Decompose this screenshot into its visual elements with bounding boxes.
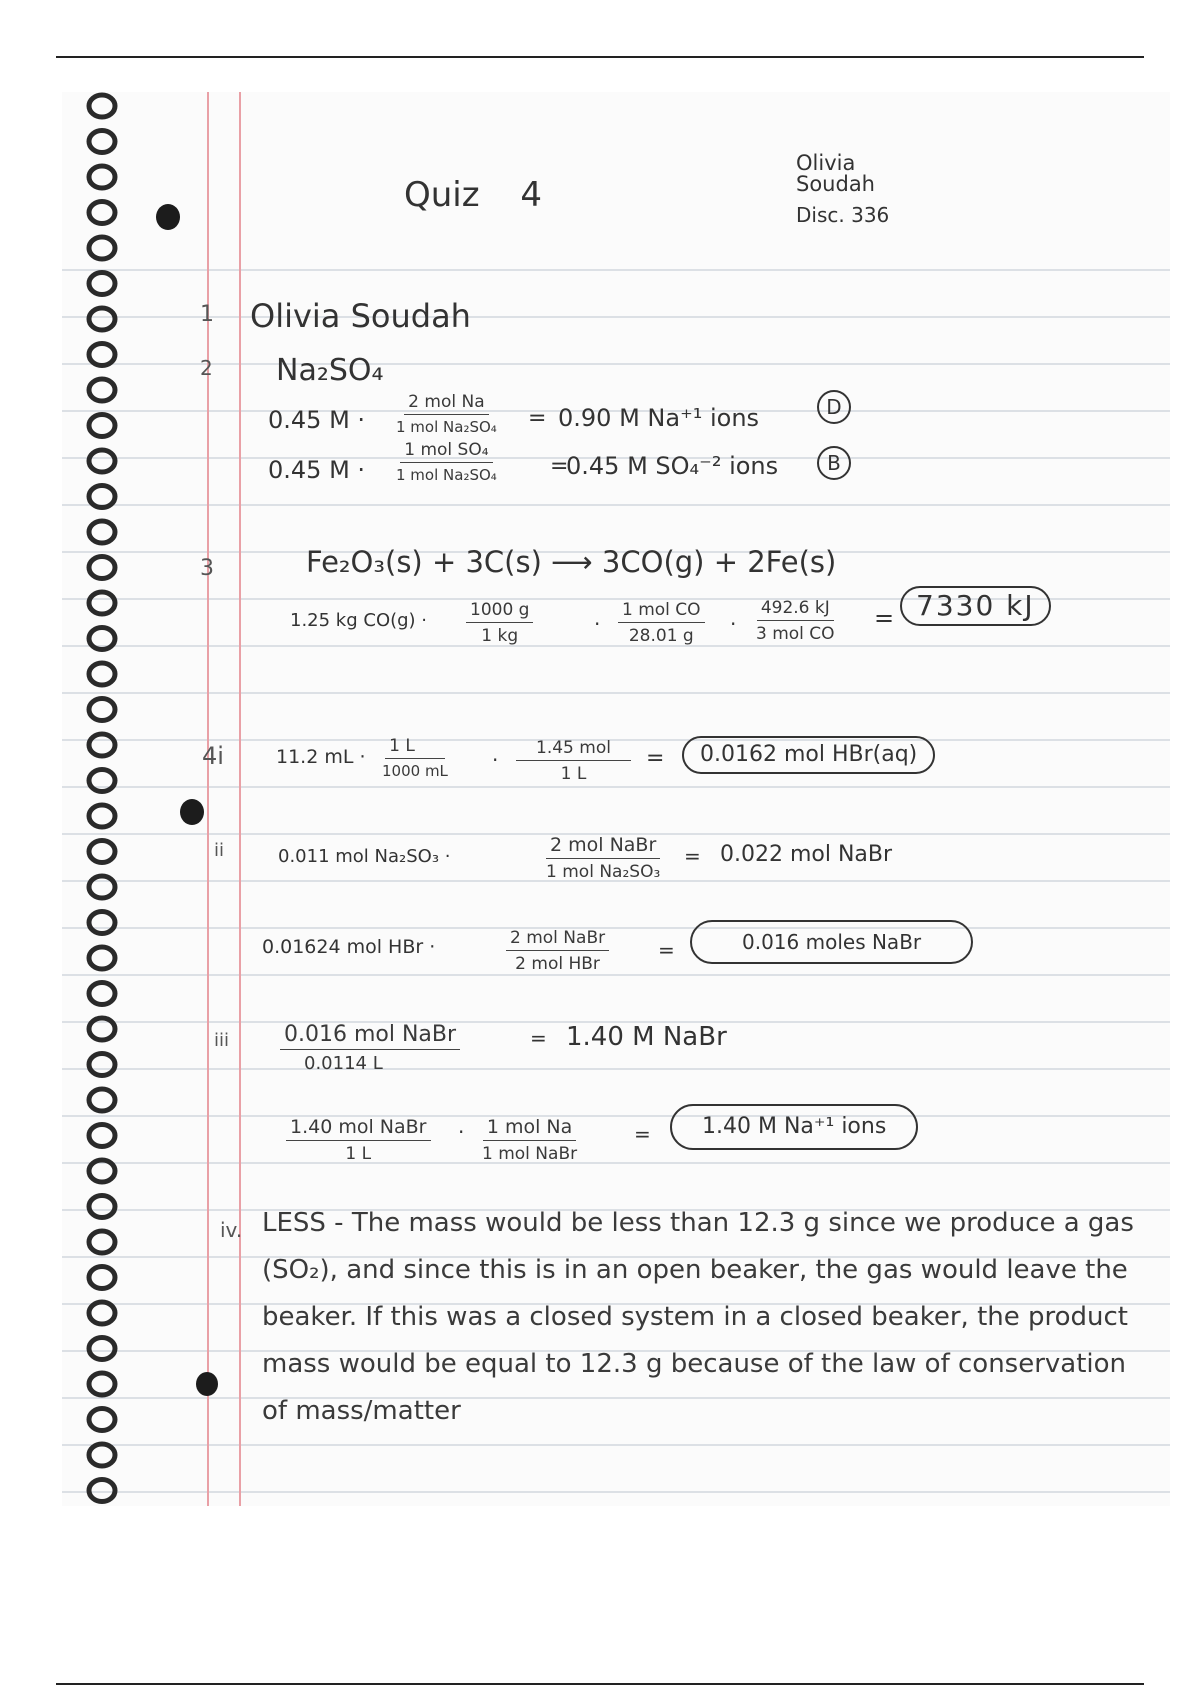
question-3-label: 3 — [200, 556, 214, 581]
spiral-coil — [89, 770, 115, 792]
q2-row2-fraction — [396, 440, 497, 484]
q4iv-explanation: LESS - The mass would be less than 12.3 g since we produce a gas (SO₂), and since this is in an open beaker, the gas would leave the beaker. If this was a closed system in a closed beaker, the product mass would be equal to 12.3 g because of the law of conservation of mass/matter — [262, 1208, 1134, 1426]
q3-f1-denominator: 1 kg — [481, 626, 519, 646]
q3-f3-numerator: 492.6 kJ — [757, 598, 834, 621]
bottom-rule — [56, 1683, 1144, 1685]
q4i-f1-denominator: 1000 mL — [382, 762, 448, 780]
q4i-equals: = — [646, 746, 665, 771]
spiral-coil — [89, 699, 115, 721]
header-name-last: Soudah — [796, 172, 875, 196]
spiral-binding — [62, 92, 122, 1506]
q2-row2-lhs: 0.45 M · — [268, 456, 366, 484]
q4iii-f1-numerator: 1.40 mol NaBr — [286, 1116, 431, 1141]
spiral-coil — [89, 131, 115, 153]
q4ii-factor-1 — [546, 834, 660, 882]
q3-equation: Fe₂O₃(s) + 3C(s) ⟶ 3CO(g) + 2Fe(s) — [306, 545, 837, 579]
q4ii-f1-denominator: 1 mol Na₂SO₃ — [546, 862, 661, 882]
spiral-coil — [89, 1480, 115, 1502]
q4iii-dot: · — [458, 1120, 465, 1144]
q4iii-volume: 0.0114 L — [304, 1053, 383, 1074]
q4i-lhs: 11.2 mL · — [276, 746, 366, 768]
q4iii-equals-1: = — [530, 1026, 547, 1050]
spiral-coil — [89, 237, 115, 259]
spiral-coil — [89, 663, 115, 685]
spiral-coil — [89, 344, 115, 366]
q4ii-equals-2: = — [658, 938, 675, 962]
q3-f1-numerator: 1000 g — [466, 600, 533, 623]
spiral-coil — [89, 1267, 115, 1289]
q4i-answer: 0.0162 mol HBr(aq) — [682, 736, 935, 774]
quiz-title: Quiz 4 — [404, 175, 543, 215]
q3-factor-3 — [756, 598, 835, 644]
q4iii-f2-numerator: 1 mol Na — [483, 1116, 576, 1141]
q2-row1-numerator: 2 mol Na — [404, 392, 488, 415]
header-discussion: Disc. 336 — [796, 203, 890, 227]
spiral-coil — [89, 415, 115, 437]
q4iii-moles: 0.016 mol NaBr — [280, 1022, 460, 1050]
spiral-coil — [89, 202, 115, 224]
spiral-coil — [89, 1338, 115, 1360]
spiral-coil — [89, 166, 115, 188]
q4i-factor-2 — [516, 738, 631, 784]
q4iii-result-2: 1.40 M Na⁺¹ ions — [670, 1104, 918, 1150]
spiral-coil — [89, 734, 115, 756]
q4ii-factor-2 — [506, 928, 609, 974]
q4iii-f2-denominator: 1 mol NaBr — [482, 1144, 578, 1164]
question-4i-label: 4i — [202, 742, 224, 770]
q4ii-result-2: 0.016 moles NaBr — [690, 920, 973, 964]
header-name-first: Olivia — [796, 151, 856, 175]
q3-lhs: 1.25 kg CO(g) · — [290, 610, 428, 631]
q2-row1-fraction — [396, 392, 497, 436]
question-1-label: 1 — [200, 302, 214, 327]
q2-row1-denominator: 1 mol Na₂SO₄ — [396, 418, 497, 436]
spiral-coil — [89, 1444, 115, 1466]
q4iii-factor-1 — [286, 1116, 431, 1164]
q3-f2-numerator: 1 mol CO — [618, 600, 705, 623]
q4ii-lhs-1: 0.011 mol Na₂SO₃ · — [278, 846, 451, 867]
spiral-coil — [89, 1196, 115, 1218]
question-1-answer: Olivia Soudah — [250, 297, 471, 335]
q4i-factor-1 — [382, 736, 448, 780]
q3-answer: 7330 kJ — [900, 586, 1051, 626]
q3-factor-2 — [618, 600, 705, 646]
spiral-coil — [89, 557, 115, 579]
spiral-coil — [89, 1373, 115, 1395]
spiral-coil — [89, 95, 115, 117]
q3-factor-1 — [466, 600, 533, 646]
spiral-coil — [89, 1160, 115, 1182]
q2-row1-choice: D — [817, 390, 851, 424]
q4ii-lhs-2: 0.01624 mol HBr · — [262, 936, 436, 958]
spiral-coil — [89, 486, 115, 508]
q4ii-f1-numerator: 2 mol NaBr — [546, 834, 660, 859]
q4ii-f2-denominator: 2 mol HBr — [515, 954, 600, 974]
punch-hole-middle — [180, 799, 204, 825]
spiral-coil — [89, 1125, 115, 1147]
spiral-coil — [89, 947, 115, 969]
spiral-coil — [89, 1302, 115, 1324]
question-4iv-label: iv. — [220, 1218, 243, 1242]
q4ii-equals-1: = — [684, 844, 701, 868]
q2-row2-equals: = — [550, 454, 569, 479]
q4iii-equals-2: = — [634, 1122, 651, 1146]
q3-f2-denominator: 28.01 g — [628, 626, 694, 646]
spiral-coil — [89, 912, 115, 934]
spiral-coil — [89, 1409, 115, 1431]
q2-row2-numerator: 1 mol SO₄ — [400, 440, 492, 463]
q2-row1-result: 0.90 M Na⁺¹ ions — [558, 404, 760, 432]
spiral-coil — [89, 1231, 115, 1253]
spiral-coil — [89, 521, 115, 543]
punch-hole-top — [156, 204, 180, 230]
question-4ii-label: ii — [214, 840, 225, 861]
q2-row1-equals: = — [528, 406, 547, 431]
top-rule — [56, 56, 1144, 58]
spiral-coil — [89, 1054, 115, 1076]
q4iii-result-1: 1.40 M NaBr — [566, 1022, 727, 1052]
spiral-coil — [89, 805, 115, 827]
q3-equals: = — [874, 604, 895, 632]
q4iii-f1-denominator: 1 L — [345, 1144, 372, 1164]
q4iii-factor-2 — [482, 1116, 577, 1164]
q4i-f1-numerator: 1 L — [385, 736, 445, 759]
spiral-coil — [89, 628, 115, 650]
question-2-label: 2 — [200, 356, 213, 380]
q4i-dot: · — [492, 748, 499, 772]
question-2-compound: Na₂SO₄ — [276, 353, 384, 388]
q3-dot-1: · — [594, 612, 601, 636]
spiral-coil — [89, 841, 115, 863]
q3-f3-denominator: 3 mol CO — [756, 624, 835, 644]
q4iii-molarity-fraction — [280, 1022, 460, 1074]
spiral-coil — [89, 273, 115, 295]
punch-hole-bottom — [196, 1372, 218, 1396]
q2-row2-choice: B — [817, 446, 851, 480]
q2-row2-result: 0.45 M SO₄⁻² ions — [566, 452, 779, 480]
spiral-coil — [89, 379, 115, 401]
spiral-coil — [89, 1089, 115, 1111]
spiral-coil — [89, 876, 115, 898]
spiral-coil — [89, 983, 115, 1005]
spiral-coil — [89, 308, 115, 330]
q4i-f2-denominator: 1 L — [560, 764, 587, 784]
spiral-coil — [89, 592, 115, 614]
spiral-coil — [89, 1018, 115, 1040]
q3-dot-2: · — [730, 612, 737, 636]
q2-row2-denominator: 1 mol Na₂SO₄ — [396, 466, 497, 484]
q4ii-f2-numerator: 2 mol NaBr — [506, 928, 609, 951]
spiral-coil — [89, 450, 115, 472]
q2-row1-lhs: 0.45 M · — [268, 406, 366, 434]
question-4iii-label: iii — [214, 1030, 230, 1051]
q4ii-result-1: 0.022 mol NaBr — [720, 842, 893, 867]
q4i-f2-numerator: 1.45 mol — [516, 738, 631, 761]
